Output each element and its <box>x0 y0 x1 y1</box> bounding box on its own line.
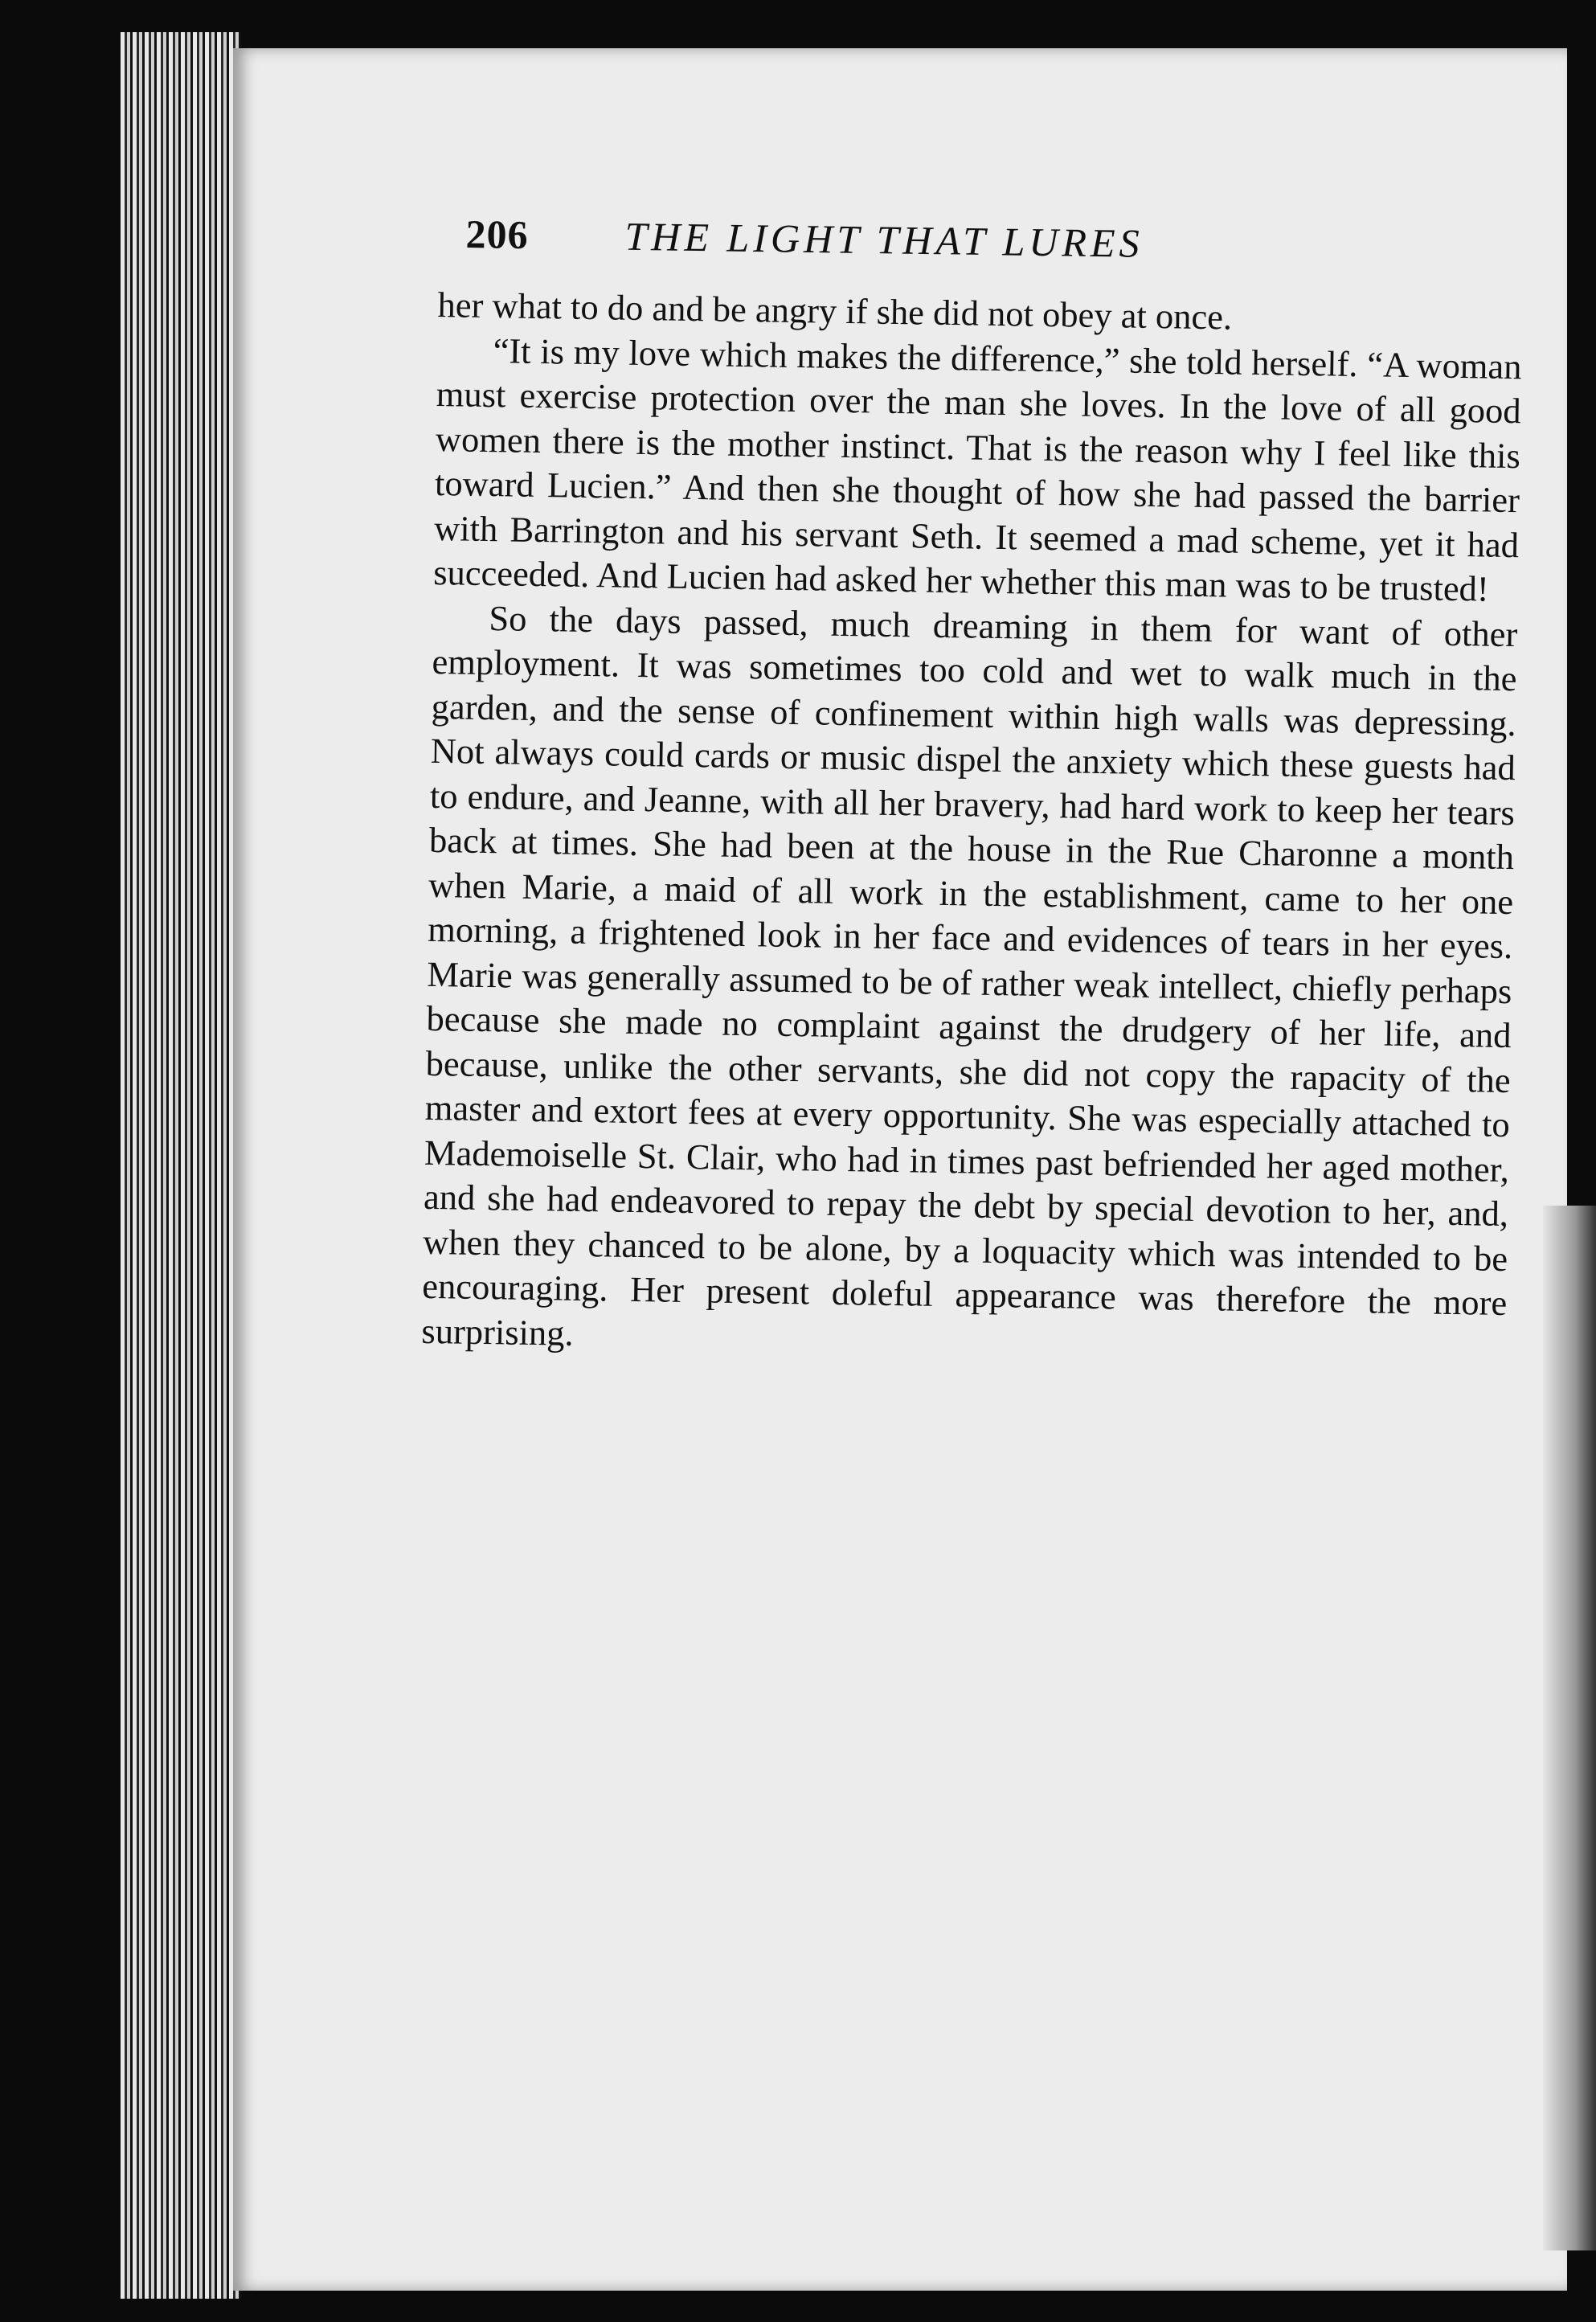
paragraph-continuation: her what to do and be angry if she did not obey at once. <box>437 284 1233 338</box>
running-head: THE LIGHT THAT LURES <box>624 213 1144 266</box>
book-page-edges <box>121 32 241 2299</box>
paragraph-days-passed: So the days passed, much dreaming in them for want of other employment. It was sometimes too cold and wet to walk much in the garden, and the sense of confinement within high walls was depressing. Not always could cards or music dispel the anxiety which these guests had to endure, and Jeanne, with all her bravery, had hard work to keep her tears back at times. She had been at the house in the Rue Charonne a month when Marie, a maid of all work in the establishment, came to her one morning, a frightened look in her face and evidences of tears in her eyes. Marie was generally assumed to be of rather weak intellect, chiefly perhaps because she made no complaint against the drudgery of her life, and because, unlike the other servants, she did not copy the rapacity of the master and extort fees at every opportunity. She was especially attached to Mademoiselle St. Clair, who had in times past befriended her aged mother, and she had endeavored to repay the debt by special devotion to her, and, when they chanced to be alone, by a loquacity which was intended to be encouraging. Her present doleful appearance was therefore the more surprising. <box>421 597 1518 1353</box>
page-number: 206 <box>465 211 529 258</box>
page-header <box>465 211 1350 287</box>
book-right-edge <box>1543 1206 1596 2250</box>
body-text <box>421 283 1523 1370</box>
paragraph-love-difference: “It is my love which makes the difference,” she told herself. “A woman must exercise protection over the man she loves. In the love of all good women there is the mother instinct. That is the reason why I feel like this toward Lucien.” And then she thought of how she had passed the barrier with Barrington and his servant Seth. It seemed a mad scheme, yet it had succeeded. And Lucien had asked her whether this man was to be trusted! <box>432 330 1522 609</box>
